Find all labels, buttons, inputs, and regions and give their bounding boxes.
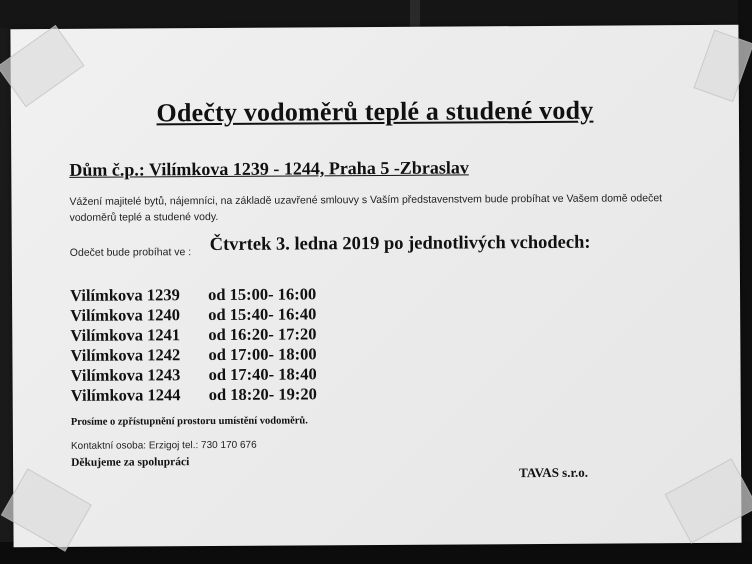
schedule-address: Vilímkova 1242	[70, 345, 181, 365]
schedule-row	[70, 284, 370, 306]
background-frame-bar	[410, 0, 420, 28]
reading-date-label: Odečet bude probíhat ve :	[69, 246, 192, 259]
schedule-address: Vilímkova 1243	[70, 365, 181, 385]
tape-bottom-right	[665, 458, 752, 543]
schedule-row	[70, 364, 370, 386]
schedule-address: Vilímkova 1244	[70, 385, 181, 405]
schedule-address: Vilímkova 1240	[70, 305, 181, 325]
notice-paper	[10, 25, 741, 547]
schedule-time: od 15:00- 16:00	[207, 284, 317, 305]
company-name: TAVAS s.r.o.	[519, 464, 589, 481]
tape-bottom-left	[1, 468, 92, 552]
schedule-time: od 15:40- 16:40	[208, 304, 317, 325]
schedule-row	[70, 324, 370, 346]
schedule-list	[70, 284, 371, 406]
reading-date: Čtvrtek 3. ledna 2019 po jednotlivých vchodech:	[209, 232, 591, 256]
thanks-text: Děkujeme za spolupráci	[71, 456, 190, 469]
access-request: Prosíme o zpřístupnění prostoru umístění vodoměrů.	[70, 415, 308, 428]
schedule-row	[71, 384, 371, 406]
notice-title: Odečty vodoměrů teplé a studené vody	[156, 95, 594, 128]
schedule-time: od 16:20- 17:20	[208, 324, 317, 345]
building-address: Dům č.p.: Vilímkova 1239 - 1244, Praha 5 -Zbraslav	[69, 157, 469, 180]
schedule-time: od 18:20- 19:20	[208, 384, 317, 405]
schedule-row	[70, 304, 370, 326]
schedule-time: od 17:00- 18:00	[208, 344, 317, 365]
schedule-address: Vilímkova 1241	[70, 325, 181, 345]
tape-top-left	[0, 25, 84, 107]
schedule-time: od 17:40- 18:40	[208, 364, 317, 385]
schedule-row	[70, 344, 370, 366]
background-top	[0, 0, 752, 28]
contact-person: Kontaktní osoba: Erzigoj tel.: 730 170 676	[70, 439, 257, 452]
intro-text: Vážení majitelé bytů, nájemníci, na základě uzavřené smlouvy s Vaším představenstvem bude probíhat ve Vašem domě odečet vodoměrů teplé a studené vody.	[69, 192, 663, 224]
schedule-address: Vilímkova 1239	[69, 285, 180, 305]
